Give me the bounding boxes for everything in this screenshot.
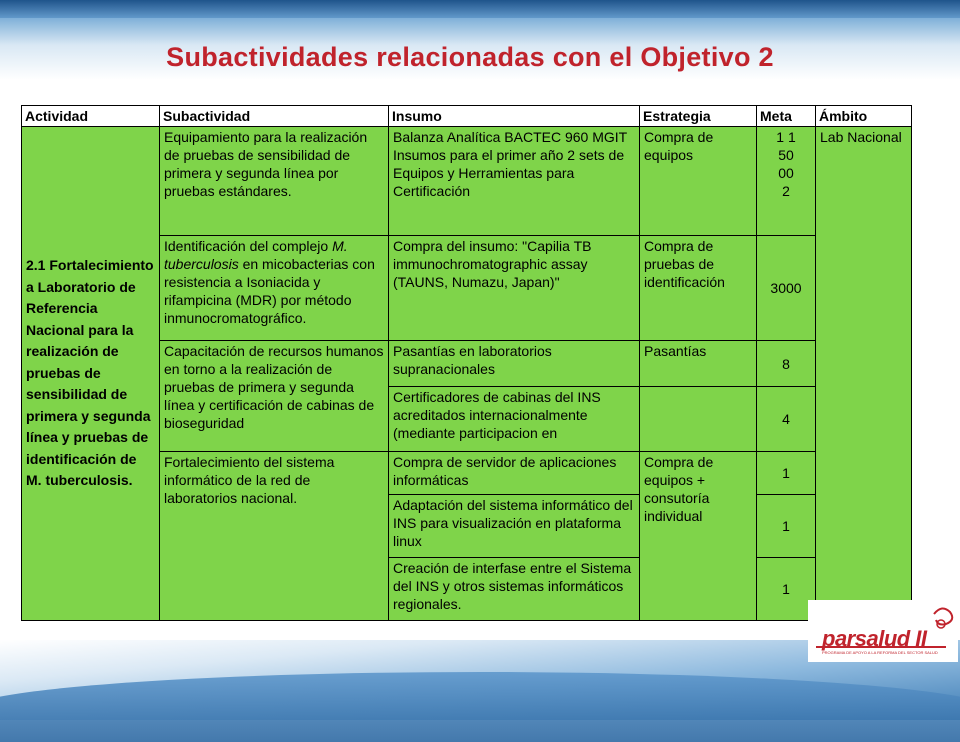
estrategia-cell-empty [640, 387, 757, 452]
insumo-cell: Creación de interfase entre el Sistema del INS y otros sistemas informáticos regionales. [389, 558, 640, 621]
meta-cell [757, 127, 816, 236]
header-insumo: Insumo [389, 106, 640, 127]
header-subactividad: Subactividad [160, 106, 389, 127]
header-meta: Meta [757, 106, 816, 127]
header-ambito: Ámbito [816, 106, 912, 127]
footer-swoosh [0, 672, 960, 742]
header-estrategia: Estrategia [640, 106, 757, 127]
meta-cell: 1 [757, 452, 816, 495]
estrategia-cell: Compra de equipos + consutoría individual [640, 452, 757, 621]
ambito-cell: Lab Nacional [816, 127, 912, 621]
subactividad-cell: Capacitación de recursos humanos en torno a la realización de pruebas de primera y segunda línea y certificación de cabinas de bioseguridad [160, 341, 389, 452]
insumo-cell: Adaptación del sistema informático del INS para visualización en plataforma linux [389, 495, 640, 558]
parsalud-logo [808, 600, 958, 662]
estrategia-cell: Pasantías [640, 341, 757, 387]
estrategia-cell: Compra de equipos [640, 127, 757, 236]
insumo-cell: Compra del insumo: "Capilia TB immunochromatographic assay (TAUNS, Numazu, Japan)" [389, 236, 640, 341]
insumo-cell: Balanza Analítica BACTEC 960 MGIT Insumos para el primer año 2 sets de Equipos y Herramientas para Certificación [389, 127, 640, 236]
subactividades-table [21, 105, 912, 621]
meta-cell: 4 [757, 387, 816, 452]
insumo-cell: Compra de servidor de aplicaciones informáticas [389, 452, 640, 495]
meta-cell: 3000 [757, 236, 816, 341]
estrategia-cell: Compra de pruebas de identificación [640, 236, 757, 341]
meta-values: 1 1 5000 2 [776, 129, 796, 199]
subactividad-text-end: en micobacterias con resistencia a Isoniacida y rifampicina (MDR) por método inmunocromatográfico. [164, 256, 375, 326]
actividad-cell: 2.1 Fortalecimiento a Laboratorio de Referencia Nacional para la realización de pruebas de sensibilidad de primera y segunda línea y pruebas de identificación de M. tuberculosis. [22, 127, 160, 621]
logo-subtitle: PROGRAMA DE APOYO A LA REFORMA DEL SECTOR SALUD [822, 650, 938, 655]
meta-cell: 8 [757, 341, 816, 387]
meta-cell: 1 [757, 495, 816, 558]
table-row [22, 127, 912, 236]
insumo-cell: Pasantías en laboratorios supranacionales [389, 341, 640, 387]
slide-title: Subactividades relacionadas con el Objetivo 2 [166, 42, 774, 72]
insumo-cell: Certificadores de cabinas del INS acreditados internacionalmente (mediante participacion en [389, 387, 640, 452]
table-header-row [22, 106, 912, 127]
logo-text: parsalud II [822, 626, 927, 651]
subactividad-cell [160, 236, 389, 341]
subactividad-species: M. tuberculosis [164, 238, 348, 272]
subactividad-cell: Fortalecimiento del sistema informático de la red de laboratorios nacional. [160, 452, 389, 621]
header-actividad: Actividad [22, 106, 160, 127]
subactividad-text-start: Identificación del complejo [164, 238, 333, 254]
meta-cell: 1 [757, 558, 816, 621]
subactividad-cell: Equipamiento para la realización de pruebas de sensibilidad de primera y segunda línea por pruebas estándares. [160, 127, 389, 236]
